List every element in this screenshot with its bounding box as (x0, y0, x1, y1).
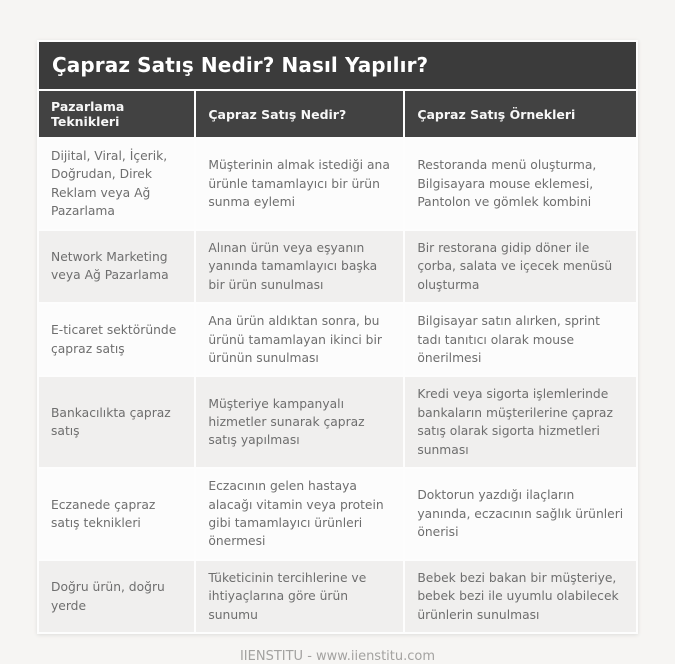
page-title: Çapraz Satış Nedir? Nasıl Yapılır? (39, 42, 636, 89)
table-cell: Eczacının gelen hastaya alacağı vitamin veya protein gibi tamamlayıcı ürünleri önermesi (196, 469, 403, 559)
table-row (39, 231, 636, 302)
table-cell: Müşteriye kampanyalı hizmetler sunarak çapraz satış yapılması (196, 377, 403, 467)
table-cell: Tüketicinin tercihlerine ve ihtiyaçlarına göre ürün sunumu (196, 561, 403, 632)
table-row (39, 561, 636, 632)
table-cell: Restoranda menü oluşturma, Bilgisayara mouse eklemesi, Pantolon ve gömlek kombini (405, 139, 636, 229)
table-row (39, 139, 636, 229)
table-cell: Bilgisayar satın alırken, sprint tadı tanıtıcı olarak mouse önerilmesi (405, 304, 636, 375)
title-row (39, 42, 636, 89)
table-cell: Bankacılıkta çapraz satış (39, 377, 194, 467)
table-row (39, 469, 636, 559)
cross-sell-table-container (37, 40, 638, 634)
table-row (39, 377, 636, 467)
column-header-row (39, 91, 636, 137)
cross-sell-table (37, 40, 638, 634)
table-cell: Bebek bezi bakan bir müşteriye, bebek bezi ile uyumlu olabilecek ürünlerin sunulması (405, 561, 636, 632)
table-cell: Network Marketing veya Ağ Pazarlama (39, 231, 194, 302)
table-cell: Müşterinin almak istediği ana ürünle tamamlayıcı bir ürün sunma eylemi (196, 139, 403, 229)
table-cell: Eczanede çapraz satış teknikleri (39, 469, 194, 559)
table-cell: Doktorun yazdığı ilaçların yanında, eczacının sağlık ürünleri önerisi (405, 469, 636, 559)
column-header-2: Çapraz Satış Örnekleri (405, 91, 636, 137)
table-cell: Alınan ürün veya eşyanın yanında tamamlayıcı başka bir ürün sunulması (196, 231, 403, 302)
table-cell: Dijital, Viral, İçerik, Doğrudan, Direk Reklam veya Ağ Pazarlama (39, 139, 194, 229)
footer-branding: IIENSTITU - www.iienstitu.com (239, 649, 436, 664)
table-cell: Bir restorana gidip döner ile çorba, salata ve içecek menüsü oluşturma (405, 231, 636, 302)
table-cell: Kredi veya sigorta işlemlerinde bankaların müşterilerine çapraz satış olarak sigorta hizmetleri sunması (405, 377, 636, 467)
column-header-0: Pazarlama Teknikleri (39, 91, 194, 137)
table-cell: Doğru ürün, doğru yerde (39, 561, 194, 632)
table-cell: E-ticaret sektöründe çapraz satış (39, 304, 194, 375)
table-body (39, 139, 636, 632)
table-row (39, 304, 636, 375)
column-header-1: Çapraz Satış Nedir? (196, 91, 403, 137)
table-cell: Ana ürün aldıktan sonra, bu ürünü tamamlayan ikinci bir ürünün sunulması (196, 304, 403, 375)
